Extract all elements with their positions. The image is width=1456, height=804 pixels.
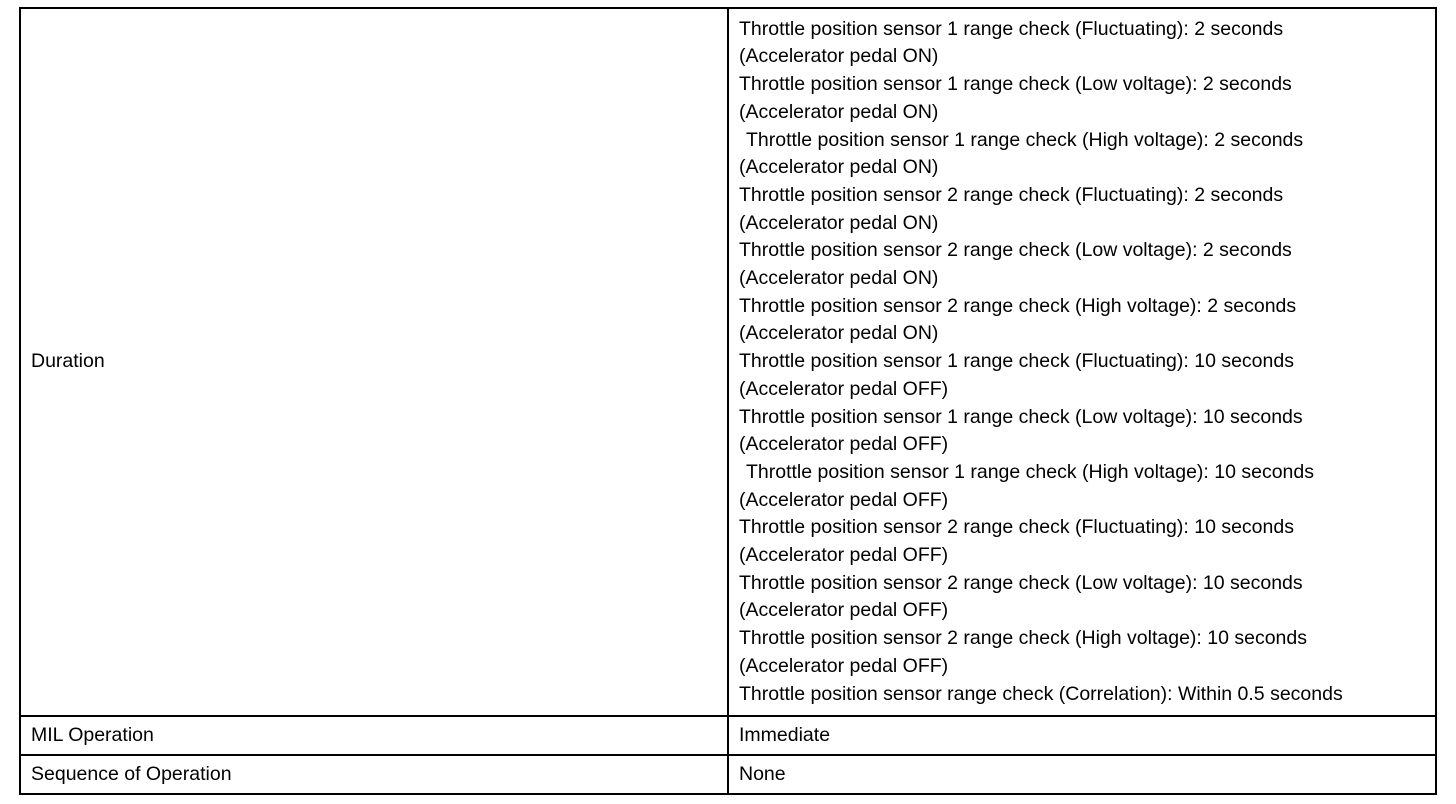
table-row-mil-operation [20, 716, 1436, 755]
duration-line: Throttle position sensor 1 range check (Fluctuating): 10 seconds [739, 350, 1294, 373]
sequence-of-operation-value: None [728, 755, 1436, 794]
duration-line: Throttle position sensor 1 range check (Fluctuating): 2 seconds [739, 17, 1284, 40]
duration-line: Throttle position sensor 1 range check (High voltage): 10 seconds [746, 460, 1314, 483]
duration-line: (Accelerator pedal OFF) [739, 377, 949, 400]
duration-line: (Accelerator pedal OFF) [739, 544, 949, 567]
row-label-duration: Duration [20, 8, 728, 716]
duration-line: (Accelerator pedal OFF) [739, 599, 949, 622]
row-label-mil-operation: MIL Operation [20, 716, 728, 755]
duration-line: (Accelerator pedal OFF) [739, 488, 949, 511]
duration-line: (Accelerator pedal OFF) [739, 654, 949, 677]
duration-line: Throttle position sensor 1 range check (Low voltage): 10 seconds [739, 405, 1303, 428]
duration-line: (Accelerator pedal ON) [739, 211, 939, 234]
duration-line: Throttle position sensor 2 range check (High voltage): 10 seconds [739, 627, 1307, 650]
duration-value-cell [728, 8, 1436, 716]
row-label-sequence-of-operation: Sequence of Operation [20, 755, 728, 794]
duration-line: Throttle position sensor 2 range check (Fluctuating): 10 seconds [739, 516, 1294, 539]
duration-line: Throttle position sensor 2 range check (High voltage): 2 seconds [739, 294, 1297, 317]
duration-line: (Accelerator pedal ON) [739, 322, 939, 345]
duration-line: (Accelerator pedal OFF) [739, 433, 949, 456]
duration-line: Throttle position sensor 2 range check (Low voltage): 2 seconds [739, 239, 1292, 262]
duration-line: Throttle position sensor 2 range check (Fluctuating): 2 seconds [739, 183, 1284, 206]
duration-line: (Accelerator pedal ON) [739, 100, 939, 123]
table-row-duration [20, 8, 1436, 716]
duration-line: (Accelerator pedal ON) [739, 156, 939, 179]
duration-line: Throttle position sensor 1 range check (High voltage): 2 seconds [746, 128, 1304, 151]
duration-line: (Accelerator pedal ON) [739, 45, 939, 68]
spec-table [19, 7, 1437, 795]
table-row-sequence-of-operation [20, 755, 1436, 794]
duration-line: Throttle position sensor 1 range check (Low voltage): 2 seconds [739, 73, 1292, 96]
duration-line: Throttle position sensor range check (Correlation): Within 0.5 seconds [739, 682, 1343, 705]
duration-line: Throttle position sensor 2 range check (Low voltage): 10 seconds [739, 571, 1303, 594]
duration-line: (Accelerator pedal ON) [739, 267, 939, 290]
mil-operation-value: Immediate [728, 716, 1436, 755]
